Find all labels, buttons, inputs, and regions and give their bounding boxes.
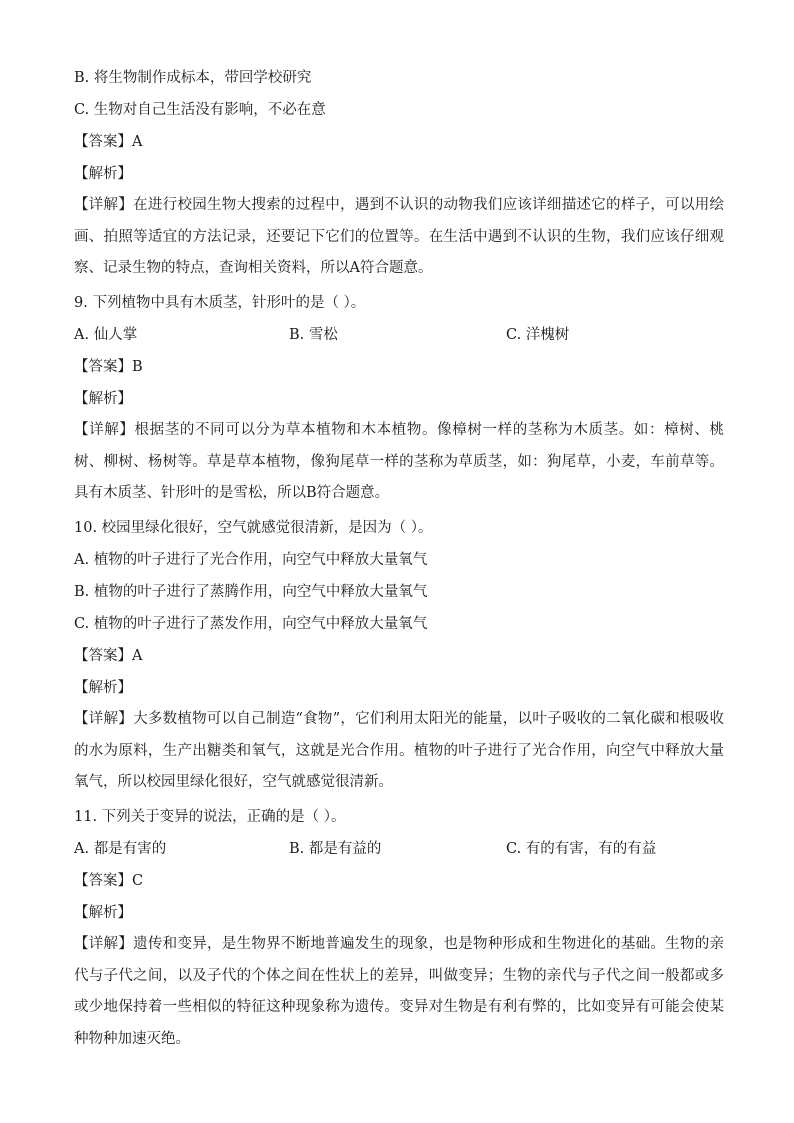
answer-tag: 【答案】 (74, 359, 132, 375)
q9-option-b: B. 雪松 (289, 327, 338, 343)
q11-analysis-heading: 【解析】 (74, 905, 132, 921)
q10-answer (74, 640, 724, 672)
detail-text: 根据茎的不同可以分为草本植物和木本植物。像樟树一样的茎称为木质茎。如：樟树、桃树、柳树、杨树等。草是草本植物，像狗尾草一样的茎称为草质茎，如：狗尾草，小麦，车前草等。具有木质茎、针形叶的是雪松，所以B符合题意。 (74, 422, 725, 501)
q9-option-c: C. 洋槐树 (506, 327, 570, 343)
answer-tag: 【答案】 (74, 648, 132, 664)
q11-option-a: A. 都是有害的 (74, 841, 167, 857)
q9-stem: 9. 下列植物中具有木质茎，针形叶的是（ ）。 (74, 295, 366, 311)
q8-answer (74, 126, 724, 158)
detail-text: 大多数植物可以自己制造“食物”，它们利用太阳光的能量，以叶子吸收的二氧化碳和根吸收的水为原料，生产出糖类和氧气，这就是光合作用。植物的叶子进行了光合作用，向空气中释放大量氧气，所以校园里绿化很好，空气就感觉很清新。 (74, 711, 724, 790)
detail-text: 遗传和变异，是生物界不断地普遍发生的现象，也是物种形成和生物进化的基础。生物的亲代与子代之间，以及子代的个体之间在性状上的差异，叫做变异；生物的亲代与子代之间一般都或多或少地保持着一些相似的特征这种现象称为遗传。变异对生物是有利有弊的，比如变异有可能会使某种物种加速灭绝。 (74, 936, 725, 1047)
q11-answer (74, 865, 724, 897)
q11-option-b: B. 都是有益的 (289, 841, 382, 857)
q11-stem: 11. 下列关于变异的说法，正确的是（ ）。 (74, 809, 346, 825)
q10-option-b: B. 植物的叶子进行了蒸腾作用，向空气中释放大量氧气 (74, 584, 428, 600)
q11-options (74, 833, 724, 865)
q8-analysis-heading: 【解析】 (74, 166, 132, 182)
answer-tag: 【答案】 (74, 873, 132, 889)
q9-analysis-heading: 【解析】 (74, 391, 132, 407)
q8-option-c: C. 生物对自己生活没有影响，不必在意 (74, 102, 326, 118)
q9-option-a: A. 仙人掌 (74, 327, 138, 343)
q11-option-c: C. 有的有害，有的有益 (506, 841, 657, 857)
q8-option-b: B. 将生物制作成标本，带回学校研究 (74, 70, 312, 86)
q9-answer (74, 351, 724, 383)
detail-text: 在进行校园生物大搜索的过程中，遇到不认识的动物我们应该详细描述它的样子，可以用绘画、拍照等适宜的方法记录，还要记下它们的位置等。在生活中遇到不认识的生物，我们应该仔细观察、记录生物的特点，查询相关资料，所以A符合题意。 (74, 197, 725, 276)
answer-value: B (132, 359, 143, 375)
detail-tag: 【详解】 (74, 197, 134, 213)
document-page (74, 62, 724, 1055)
answer-value: C (132, 873, 144, 889)
answer-value: A (132, 134, 143, 150)
q10-stem: 10. 校园里绿化很好，空气就感觉很清新，是因为（ ）。 (74, 520, 433, 536)
answer-value: A (132, 648, 143, 664)
q10-option-a: A. 植物的叶子进行了光合作用，向空气中释放大量氧气 (74, 552, 428, 568)
q10-analysis-heading: 【解析】 (74, 680, 132, 696)
detail-tag: 【详解】 (74, 422, 135, 438)
q9-detail (74, 415, 724, 512)
q8-detail (74, 190, 724, 287)
detail-tag: 【详解】 (74, 711, 134, 727)
q9-options (74, 319, 724, 351)
q10-detail (74, 704, 724, 801)
q10-option-c: C. 植物的叶子进行了蒸发作用，向空气中释放大量氧气 (74, 616, 428, 632)
detail-tag: 【详解】 (74, 936, 134, 952)
q11-detail (74, 929, 724, 1055)
answer-tag: 【答案】 (74, 134, 132, 150)
